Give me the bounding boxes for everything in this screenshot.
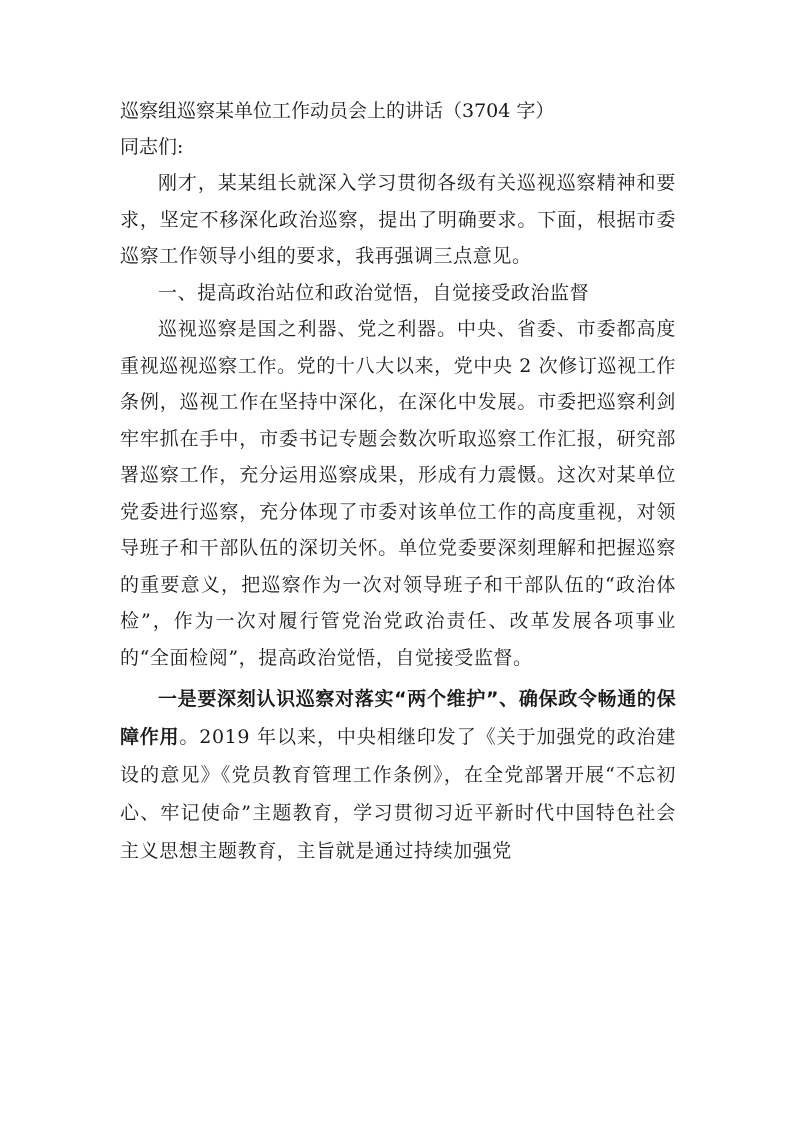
- point-1-body: 。2019 年以来，中央相继印发了《关于加强党的政治建设的意见》《党员教育管理工作条例》，在全党部署开展“不忘初心、牢记使命”主题教育，学习贯彻习近平新时代中国特色社会主义思想主题教育，主旨就是通过持续加强党: [120, 726, 676, 862]
- intro-paragraph: 刚才，某某组长就深入学习贯彻各级有关巡视巡察精神和要求，坚定不移深化政治巡察，提出了明确要求。下面，根据市委巡察工作领导小组的要求，我再强调三点意见。: [120, 172, 676, 267]
- section-1-paragraph: 巡视巡察是国之利器、党之利器。中央、省委、市委都高度重视巡视巡察工作。党的十八大以来，党中央 2 次修订巡视工作条例，巡视工作在坚持中深化，在深化中发展。市委把巡察利剑牢牢抓在手中，市委书记专题会数次听取巡察工作汇报，研究部署巡察工作，充分运用巡察成果，形成有力震慑。这次对某单位党委进行巡察，充分体现了市委对该单位工作的高度重视，对领导班子和干部队伍的深切关怀。单位党委要深刻理解和把握巡察的重要意义，把巡察作为一次对领导班子和干部队伍的“政治体检”，作为一次对履行管党治党政治责任、改革发展各项事业的“全面检阅”，提高政治觉悟，自觉接受监督。: [120, 318, 676, 669]
- salutation: 同志们:: [120, 136, 184, 158]
- section-1-heading: 一、提高政治站位和政治觉悟，自觉接受政治监督: [158, 281, 590, 304]
- document-title: 巡察组巡察某单位工作动员会上的讲话（3704 字）: [120, 100, 555, 122]
- point-1-lead: 一是要深刻认识巡察对落实“两个维护”、确保政令畅通的保障作用: [120, 688, 676, 748]
- point-1-paragraph: [120, 680, 676, 870]
- document-body: [120, 93, 676, 870]
